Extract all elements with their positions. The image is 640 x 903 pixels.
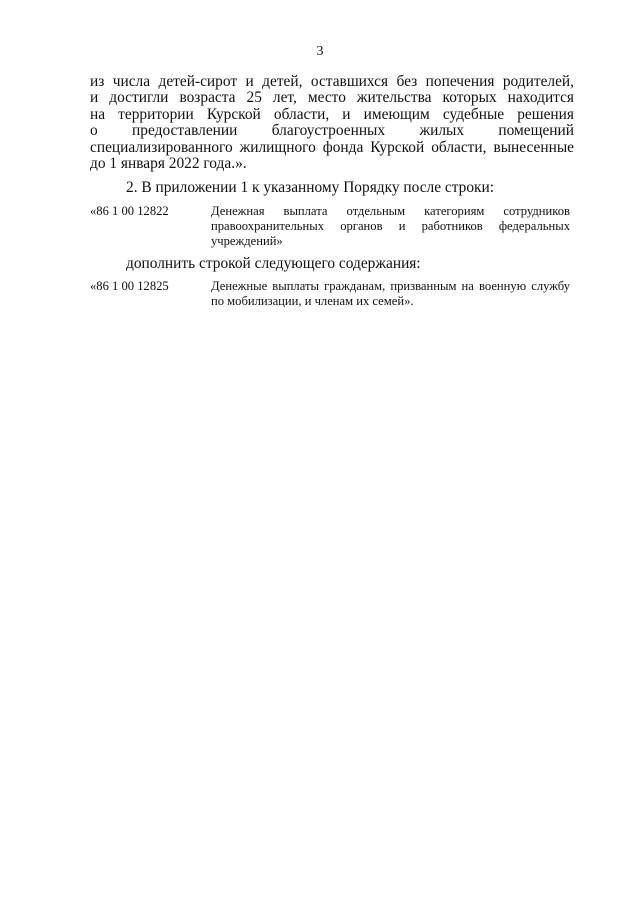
paragraph-line: до 1 января 2022 года.». — [90, 155, 247, 173]
description-line: учреждений» — [211, 234, 283, 248]
budget-code: «86 1 00 12825 — [90, 279, 169, 293]
description-line: Денежная выплата отдельным категориям сотрудников — [211, 204, 570, 218]
paragraph-line: о предоставлении благоустроенных жилых помещений — [90, 122, 574, 140]
paragraph-supplement: дополнить строкой следующего содержания: — [126, 255, 421, 272]
paragraph-line: и достигли возраста 25 лет, место жительства которых находится — [90, 89, 574, 107]
description-line: по мобилизации, и членам их семей». — [211, 294, 414, 308]
code-row-12822 — [90, 204, 570, 250]
code-row-12825 — [90, 279, 570, 311]
code-description — [211, 204, 570, 249]
code-description — [211, 279, 570, 309]
paragraph-line: из числа детей-сирот и детей, оставшихся без попечения родителей, — [90, 73, 574, 90]
budget-code: «86 1 00 12822 — [90, 204, 169, 218]
paragraph-item-2: 2. В приложении 1 к указанному Порядку после строки: — [126, 179, 495, 196]
paragraph-line: на территории Курской области, и имеющим судебные решения — [90, 105, 574, 123]
paragraph-line: специализированного жилищного фонда Курской области, вынесенные — [90, 138, 574, 156]
paragraph-continuation — [90, 74, 574, 172]
description-line: правоохранительных органов и работников федеральных — [211, 219, 570, 233]
page-number: 3 — [316, 44, 324, 59]
description-line: Денежные выплаты гражданам, призванным на военную службу — [211, 279, 570, 293]
